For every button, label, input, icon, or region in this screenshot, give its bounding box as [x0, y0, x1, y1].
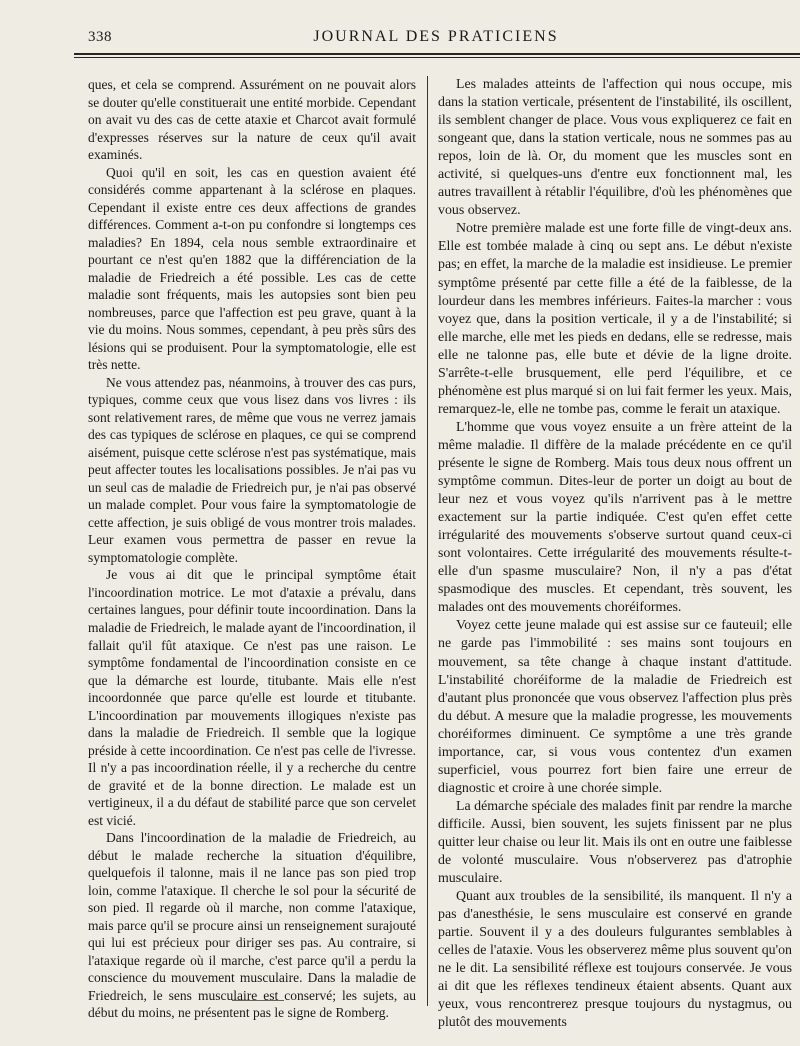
end-rule: [232, 1000, 284, 1001]
paragraph: Les malades atteints de l'affection qui nous occupe, mis dans la station verticale, présentent de l'instabilité, ils oscillent, ils semblent changer de place. Vous vous expliquerez ce fait en songeant que, dans la station verticale, nous ne sommes pas au repos, loin de là. Or, du moment que les muscles sont en activité, si quelques-uns d'entre eux fonctionnent mal, les autres travaillent à rétablir l'équilibre, d'où les phénomènes que vous observez.: [438, 77, 792, 219]
paragraph: L'homme que vous voyez ensuite a un frère atteint de la même maladie. Il diffère de la malade précédente en ce qu'il présente le signe de Romberg. Mais tous deux nous offrent un symptôme commun. Dites-leur de porter un doigt au bout de leur nez et vous voyez qu'ils n'arrivent pas à le mettre exactement sur la partie indiquée. C'est qu'en effet cette irrégularité des mouvements s'observe surtout quand ceux-ci sont volontaires. Cette irrégularité des mouvements résulte-t-elle d'un spasme musculaire? Non, il n'y a pas d'état spasmodique des muscles. Et cependant, très souvent, les malades ont des mouvements choréiformes.: [438, 419, 792, 616]
paragraph: Notre première malade est une forte fille de vingt-deux ans. Elle est tombée malade à cinq ou sept ans. Le début n'existe pas; en effet, la marche de la maladie est insidieuse. Le premier symptôme présenté par cette fille a été de la faiblesse, de la lourdeur dans les membres inférieurs. Faites-la marcher : vous voyez que, dans la position verticale, il y a de l'instabilité; si elle marche, elle met les pieds en dedans, elle se redresse, mais elle ne talonne pas, elle bute et dévie de la ligne droite. S'arrête-t-elle brusquement, elle perd l'équilibre, et ce phénomène est plus marqué si on lui fait fermer les yeux. Mais, remarquez-le, elle ne tombe pas, comme le ferait un ataxique.: [438, 221, 792, 417]
header-rule: [74, 53, 800, 58]
paragraph: Voyez cette jeune malade qui est assise sur ce fauteuil; elle ne garde pas l'immobilité : ses mains sont toujours en mouvement, sa tête change à chaque instant d'attitude. L'instabilité choréiforme de la maladie de Friedreich est d'autant plus prononcée que vous observez l'affection plus près du début. A mesure que la maladie progresse, les mouvements choréiformes diminuent. Ce symptôme a une très grande importance, car, si vous vous contentez d'un examen superficiel, vous pourrez fort bien faire une erreur de diagnostic et croire à une chorée simple.: [438, 618, 792, 796]
right-column: [438, 76, 792, 1032]
journal-title: JOURNAL DES PRATICIENS: [313, 28, 559, 45]
page-header: [62, 26, 800, 52]
paragraph: ques, et cela se comprend. Assurément on ne pouvait alors se douter qu'elle constituerait une entité morbide. Cependant on avait vu des cas de cette ataxie et Charcot avait formulé d'expresses réserves sur la nature de ceux qu'il avait examinés.: [88, 77, 416, 163]
paragraph: Quant aux troubles de la sensibilité, ils manquent. Il n'y a pas d'anesthésie, le sens musculaire est conservé en grande partie. Souvent il y a des douleurs fulgurantes semblables à celles de l'ataxie. Vous les observerez même plus souvent qu'on ne le dit. La sensibilité réflexe est toujours conservée. Je vous ai dit que les réflexes tendineux étaient absents. Quant aux yeux, vous rencontrerez presque toujours du nystagmus, ou plutôt des mouvements: [438, 889, 792, 1031]
left-column: [88, 76, 416, 1022]
column-divider: [427, 76, 428, 1006]
paragraph: Je vous ai dit que le principal symptôme était l'incoordination motrice. Le mot d'ataxie a prévalu, dans certaines langues, pour définir toute incoordination. Dans la maladie de Friedreich, le malade ayant de l'incoordination, il fallait qu'il fût ataxique. Ce n'est pas une raison. Le symptôme fondamental de l'incoordination consiste en ce que la démarche est lourde, titubante. Mais elle n'est incoordonnée que parce qu'elle est lourde et titubante. L'incoordination par mouvements illogiques n'existe pas dans la maladie de Friedreich. Il semble que la logique préside à cette incoordination. Ce n'est pas celle de l'ivresse. Il n'y a pas incoordination réelle, il y a recherche du centre de gravité et de la bonne direction. Le malade est un vertigineux, il a du défaut de stabilité parce que son cervelet est vicié.: [88, 567, 416, 828]
paragraph: Dans l'incoordination de la maladie de Friedreich, au début le malade recherche la situation d'équilibre, quelquefois il talonne, mais il ne lance pas son pied trop loin, comme l'ataxique. Il cherche le sol pour la sécurité de son pied. Il regarde où il marche, non comme l'ataxique, mais parce qu'il se procure ainsi un renseignement surajouté qui lui est précieux pour diriger ses pas. Au contraire, si l'ataxique regarde où il marche, c'est parce qu'il a perdu la conscience du mouvement musculaire. Dans la maladie de Friedreich, le sens musculaire est conservé; les sujets, au début du moins, ne présentent pas le signe de Romberg.: [88, 830, 416, 1021]
paragraph: Quoi qu'il en soit, les cas en question avaient été considérés comme appartenant à la sclérose en plaques. Cependant il existe entre ces deux affections de grandes différences. Comment a-t-on pu confondre si longtemps ces maladies? En 1894, cela nous semble extraordinaire et pourtant ce n'est qu'en 1882 que la différenciation de la maladie de Friedreich a été possible. Les cas de cette maladie sont fréquents, mais les autopsies sont bien peu nombreuses, parce que l'affection est peu grave, quant à la vie du moins. Nous sommes, cependant, à peu près sûrs des lésions qui se produisent. Pour la symptomatologie, elle est très nette.: [88, 164, 416, 373]
page-number: 338: [88, 29, 112, 45]
paragraph: La démarche spéciale des malades finit par rendre la marche difficile. Aussi, bien souvent, les sujets finissent par ne plus quitter leur chaise ou leur lit. Mais ils ont en outre une faiblesse de volonté musculaire. Vous n'observerez pas d'atrophie musculaire.: [438, 798, 792, 887]
paragraph: Ne vous attendez pas, néanmoins, à trouver des cas purs, typiques, comme ceux que vous lisez dans vos livres : ils sont relativement rares, de même que vous ne verrez jamais des cas typiques de sclérose en plaques, ce qui se comprend aisément, puisque cette sclérose n'est pas systématique, mais peut affecter toutes les localisations possibles. Je n'ai pas vu un seul cas de maladie de Friedreich pur, je n'ai pas observé un malade complet. Pour vous faire la symptomatologie de cette affection, je suis obligé de vous montrer trois malades. Leur examen vous permettra de passer en revue la symptomatologie complète.: [88, 374, 416, 565]
